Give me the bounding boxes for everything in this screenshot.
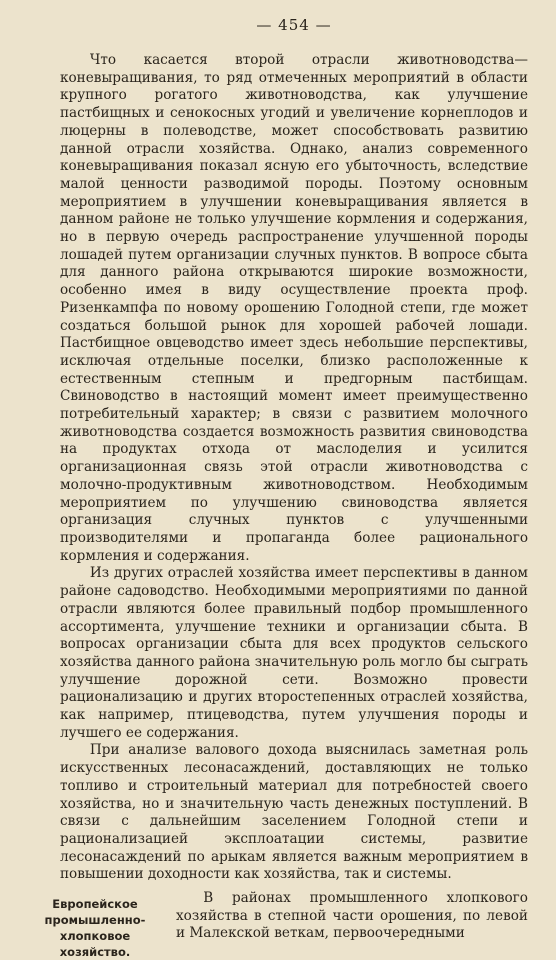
section-paragraph: В районах промышленного хлопкового хозяйства в степной части орошения, по левой и Малекской веткам, первоочередными [176,890,528,942]
section-side-heading: Европейское промышленно-хлопковое хозяйство. [44,897,146,960]
page-number: — 454 — [256,16,332,34]
body-text [60,52,528,884]
paragraph: При анализе валового дохода выяснилась заметная роль искусственных лесонасаждений, доставляющих не только топливо и строительный материал для потребностей своего хозяйства, но и значительную часть денежных поступлений. В связи с дальнейшим заселением Голодной степи и рационализацией эксплоатации системы, развитие лесонасаждений по арыкам является важным мероприятием в повышении доходности как хозяйства, так и системы. [60,742,528,883]
paragraph: Из других отраслей хозяйства имеет перспективы в данном районе садоводство. Необходимыми мероприятиями по данной отрасли являются более правильный подбор промышленного ассортимента, улучшение техники и организации сбыта. В вопросах организации сбыта для всех продуктов сельского хозяйства данного района значительную роль могло бы сыграть улучшение дорожной сети. Возможно провести рационализацию и других второстепенных отраслей хозяйства, как например, птицеводства, путем улучшения породы и лучшего ее содержания. [60,565,528,741]
paragraph: Что касается второй отрасли животноводства—коневыращивания, то ряд отмеченных мероприятий в области крупного рогатого животноводства, как улучшение пастбищных и сенокосных угодий и увеличение корнеплодов и люцерны в полеводстве, может способствовать развитию данной отрасли хозяйства. Однако, анализ современного коневыращивания показал ясную его убыточность, вследствие малой ценности разводимой породы. Поэтому основным мероприятием в улучшении коневыращивания является в данном районе не только улучшение кормления и содержания, но в первую очередь распространение улучшенной породы лошадей путем организации случных пунктов. В вопросе сбыта для данного района открываются широкие возможности, особенно имея в виду осуществление проекта проф. Ризенкампфа по новому орошению Голодной степи, где может создаться большой рынок для хорошей рабочей лошади. Пастбищное овцеводство имеет здесь небольшие перспективы, исключая отдельные поселки, близко расположенные к естественным степным и предгорным пастбищам. Свиноводство в настоящий момент имеет преимущественно потребительный характер; в связи с развитием молочного животноводства создается возможность развития свиноводства на продуктах отхода от маслоделия и усилится организационная связь этой отрасли животноводства с молочно-продуктивным животноводством. Необходимым мероприятием по улучшению свиноводства является организация случных пунктов с улучшенными производителями и пропаганда более рационального кормления и содержания. [60,52,528,564]
section-european-cotton [44,890,528,960]
